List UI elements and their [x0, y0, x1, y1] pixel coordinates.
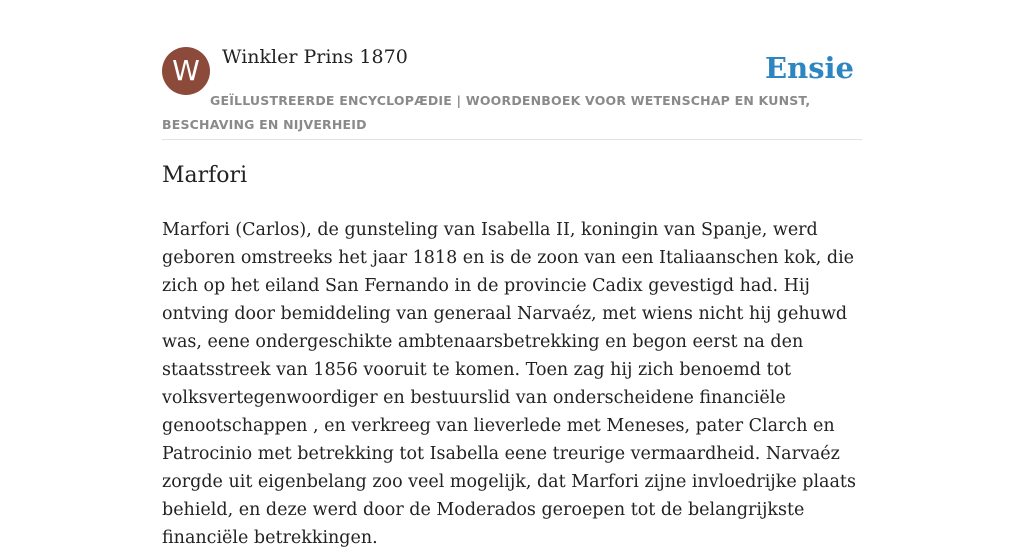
entry-title: Marfori: [162, 163, 248, 188]
source-subtitle: GEÏLLUSTREERDE ENCYCLOPÆDIE | WOORDENBOEK VOOR WETENSCHAP EN KUNST, BESCHAVING EN NIJVERHEID: [162, 93, 811, 132]
source-avatar[interactable]: W: [162, 47, 210, 95]
entry-body: Marfori (Carlos), de gunsteling van Isabella II, koningin van Spanje, werd geboren omstreeks het jaar 1818 en is de zoon van een Italiaanschen kok, die zich op het eiland San Fernando in de provincie Cadix gevestigd had. Hij ontving door bemiddeling van generaal Narvaéz, met wiens nicht hij gehuwd was, eene ondergeschikte ambtenaarsbetrekking en begon eerst na den staatsstreek van 1856 vooruit te komen. Toen zag hij zich benoemd tot volksvertegenwoordiger en bestuurslid van onderscheidene financiële genootschappen , en verkreeg van lieverlede met Meneses, pater Clarch en Patrocinio met betrekking tot Isabella eene treurige vermaardheid. Narvaéz zorgde uit eigenbelang zoo veel mogelijk, dat Marfori zijne invloedrijke plaats behield, en deze werd door de Moderados geroepen tot de belangrijkste financiële betrekkingen.: [162, 220, 856, 548]
ensie-logo[interactable]: Ensie: [765, 51, 854, 85]
source-title-link[interactable]: Winkler Prins 1870: [222, 46, 408, 68]
header-divider: [162, 139, 862, 140]
